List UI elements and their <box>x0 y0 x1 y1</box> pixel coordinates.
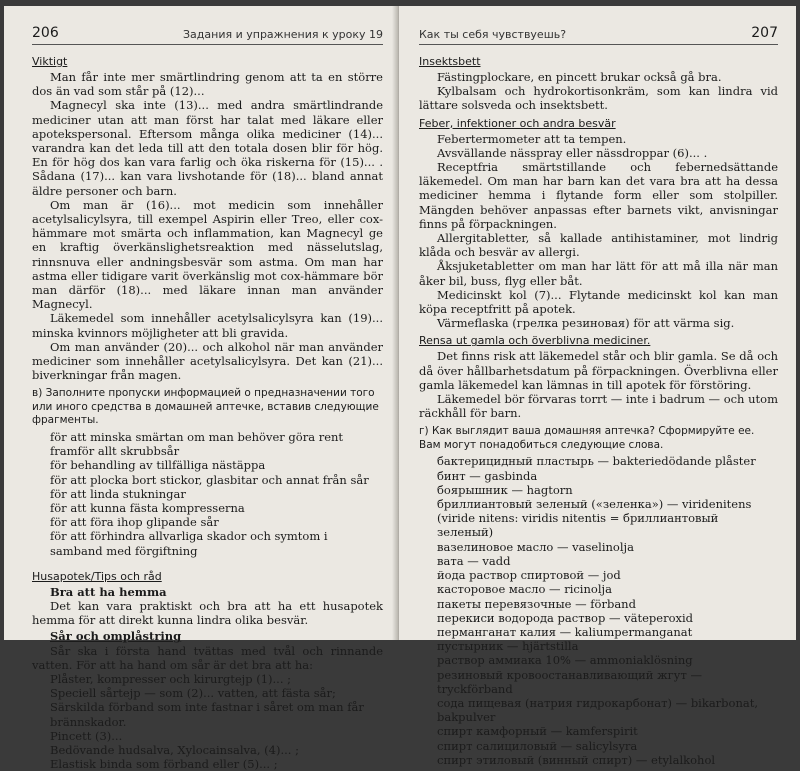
task-v: в) Заполните пропуски информацией о предназначении того или иного средства в домашней аптечке, вставив следующие фрагменты. <box>32 387 379 427</box>
vocab-item: спирт этиловый (винный спирт) — etylalkohol <box>437 752 716 767</box>
vocab-item: спирт салициловый — salicylsyra <box>437 738 638 753</box>
list-item: Särskilda förband som inte fastnar i såret om man får brännskador. <box>50 700 364 729</box>
rensa-paragraphs <box>419 349 778 420</box>
running-title: Как ты себя чувствуешь? <box>419 28 567 41</box>
vocab-item: перманганат калия — kaliumpermanganat <box>437 624 693 639</box>
page-number: 206 <box>32 25 59 41</box>
list-item: för att förhindra allvarliga skador och symtom i samband med förgiftning <box>50 529 328 558</box>
paragraph: Läkemedel som innehåller acetylsalicylsyra kan (19)... minska kvinnors möjligheter att bli gravida. <box>32 311 383 340</box>
sar-list <box>32 672 383 771</box>
list-item: för att plocka bort stickor, glasbitar och annat från sår <box>50 472 369 487</box>
vocab-item: бактерицидный пластырь — bakteriedödande plåster <box>437 454 756 469</box>
paragraph: Man får inte mer smärtlindring genom att ta en större dos än vad som står på (12)... <box>32 70 383 99</box>
paragraph: Om man är (16)... mot medicin som innehåller acetylsalicylsyra, till exempel Aspirin eller Treo, eller cox-hämmare mot smärta och inflammation, kan Magnecyl ge en kraftig överkänslighetsreaktion med nässelutslag, rinnsnuva eller andningsbesvär som astma. Om man har astma eller tidigare varit överkänslig mot cox-hämmare bör man därför (18)... med läkare innan man använder Magnecyl. <box>32 197 383 312</box>
section-heading: Insektsbett <box>419 55 481 68</box>
paragraph: Om man använder (20)... och alkohol när man använder mediciner som innehåller acetylsalicylsyra. Det kan (21)... biverkningar från magen. <box>32 339 383 383</box>
paragraph: Det finns risk att läkemedel står och blir gamla. Se då och då över hållbarhetsdatum på förpackningen. Överblivna eller gamla läkemedel kan lämnas in till apotek för förstöring. <box>419 349 778 392</box>
paragraph: Allergitabletter, så kallade antihistaminer, mot lindrig klåda och besvär av allergi. <box>419 231 778 260</box>
vocab-item: раствор аммиака 10% — ammoniaklösning <box>437 653 693 668</box>
subheading: Sår och omplåstring <box>50 629 182 644</box>
paragraph: Sår ska i första hand tvättas med tvål och rinnande vatten. För att ha hand om sår är det bra att ha: <box>32 643 383 672</box>
vocab-item: резиновый кровоостанавливающий жгут — tryckförband <box>437 667 702 696</box>
list-item: Elastisk binda som förband eller (5)... ; <box>50 757 278 771</box>
running-title: Задания и упражнения к уроку 19 <box>183 28 383 41</box>
vocab-item: пустырник — hjärtstilla <box>437 639 579 654</box>
section-heading: Feber, infektioner och andra besvär <box>419 116 616 130</box>
list-item: för behandling av tillfälliga nästäppa <box>50 458 266 473</box>
list-item: Speciell sårtejp — som (2)... vatten, att fästa sår; <box>50 686 336 701</box>
vocab-item: вата — vadd <box>437 553 511 568</box>
vocab-item: касторовое масло — ricinolja <box>437 582 612 597</box>
paragraph: Medicinskt kol (7)... Flytande medicinskt kol kan man köpa receptfritt på apotek. <box>419 287 778 317</box>
vocab-list <box>419 454 778 766</box>
paragraph: Receptfria smärtstillande och febernedsättande läkemedel. Om man har barn kan det vara bra att ha dessa mediciner hemma i flytande form eller som stolpiller. Mängden behöver anpassas efter barnets vikt, anvisningar finns på förpackningen. <box>419 160 778 231</box>
list-item: för att linda stukningar <box>50 486 186 501</box>
list-item: Pincett (3)... <box>50 728 123 743</box>
list-item: för att kunna fästa kompresserna <box>50 500 245 515</box>
list-item: för att minska smärtan om man behöver göra rent framför allt skrubbsår <box>50 429 344 459</box>
section-heading: Viktigt <box>32 55 68 68</box>
vocab-item: бинт — gasbinda <box>437 468 538 483</box>
vocab-item: йода раствор спиртовой — jod <box>437 568 621 583</box>
vocab-item: бриллиантовый зеленый («зеленка») — viridenitens (viride nitens: viridis nitentis = бриллиантовый зеленый) <box>437 497 752 540</box>
insekt-paragraphs <box>419 70 778 113</box>
task-v-list <box>32 430 383 558</box>
paragraph: Avsvällande nässpray eller nässdroppar (6)... . <box>437 145 708 160</box>
paragraph: Fästingplockare, en pincett brukar också gå bra. <box>437 70 722 84</box>
paragraph: Värmeflaska (грелка резиновая) för att värma sig. <box>437 316 735 331</box>
task-g: г) Как выглядит ваша домашняя аптечка? Сформируйте ее. Вам могут понадобиться следующие слова. <box>419 425 755 451</box>
vocab-item: вазелиновое масло — vaselinolja <box>437 539 634 554</box>
vocab-item: сода пищевая (натрия гидрокарбонат) — bikarbonat, bakpulver <box>437 695 759 725</box>
section-heading: Husapotek/Tips och råd <box>32 569 162 583</box>
paragraph: Kylbalsam och hydrokortisonkräm, som kan lindra vid lättare solsveda och insektsbett. <box>419 84 778 113</box>
vocab-item: перекиси водорода раствор — väteperoxid <box>437 610 694 625</box>
paragraph: Febertermometer att ta tempen. <box>437 131 627 146</box>
list-item: Plåster, kompresser och kirurgtejp (1)... ; <box>50 672 292 687</box>
right-page <box>399 6 796 767</box>
subheading: Bra att ha hemma <box>50 584 167 599</box>
paragraph: Åksjuketabletter om man har lätt för att må illa när man åker bil, buss, flyg eller båt. <box>419 259 778 288</box>
list-item: för att föra ihop glipande sår <box>50 515 219 530</box>
vocab-item: спирт камфорный — kamferspirit <box>437 724 638 739</box>
paragraph: Det kan vara praktiskt och bra att ha ett husapotek hemma för att direkt kunna lindra olika besvär. <box>32 599 383 628</box>
right-header <box>419 18 778 45</box>
left-page <box>4 6 397 771</box>
left-header <box>32 18 383 45</box>
viktigt-paragraphs <box>32 70 383 382</box>
list-item: Bedövande hudsalva, Xylocainsalva, (4)... ; <box>50 743 299 758</box>
feber-paragraphs <box>419 132 778 331</box>
section-heading: Rensa ut gamla och överblivna mediciner. <box>419 334 651 348</box>
vocab-item: пакеты перевязочные — förband <box>437 596 636 611</box>
paragraph: Magnecyl ska inte (13)... med andra smärtlindrande mediciner utan att man först har talat med läkare eller apotekspersonal. Eftersom många olika mediciner (14)... varandra kan det leda till att den totala dosen blir för hög. En för hög dos kan vara farlig och öka riskerna för (15)... . Sådana (17)... kan vara livshotande för (18)... bland annat äldre personer och barn. <box>32 98 383 198</box>
paragraph: Läkemedel bör förvaras torrt — inte i badrum — och utom räckhåll för barn. <box>419 392 778 421</box>
page-number: 207 <box>751 25 778 41</box>
vocab-item: боярышник — hagtorn <box>437 482 573 497</box>
